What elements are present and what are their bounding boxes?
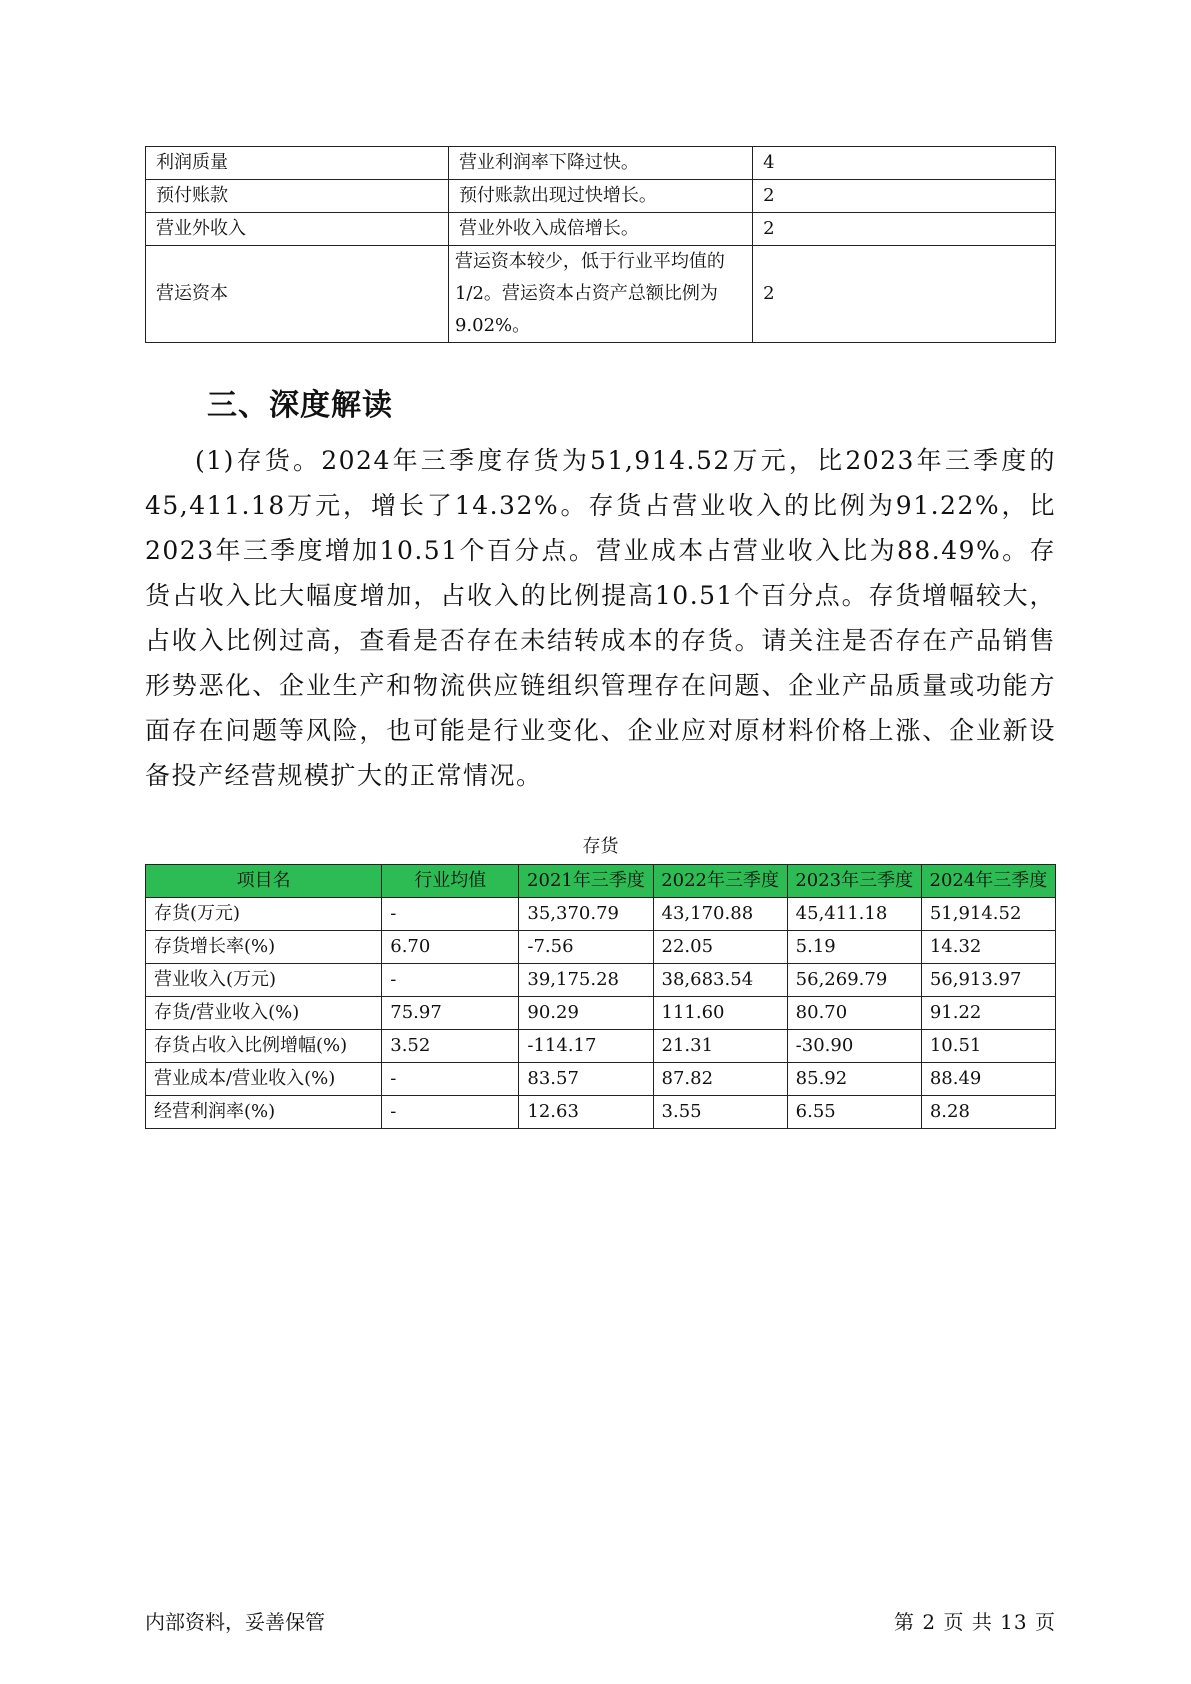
table-cell: -: [382, 898, 519, 931]
header-cell: 2022年三季度: [653, 865, 787, 898]
risk-desc: 营业外收入成倍增长。: [448, 213, 752, 246]
table-cell: 经营利润率(%): [146, 1096, 382, 1129]
table-cell: 8.28: [921, 1096, 1055, 1129]
table-cell: -: [382, 1063, 519, 1096]
risk-item: 营运资本: [146, 246, 449, 343]
risk-score: 4: [753, 147, 1056, 180]
table-cell: -: [382, 1096, 519, 1129]
table-cell: 56,269.79: [787, 964, 921, 997]
table-cell: 10.51: [921, 1030, 1055, 1063]
table-cell: 88.49: [921, 1063, 1055, 1096]
table-cell: 营业成本/营业收入(%): [146, 1063, 382, 1096]
table-cell: 91.22: [921, 997, 1055, 1030]
risk-score: 2: [753, 246, 1056, 343]
table-cell: 3.55: [653, 1096, 787, 1129]
table-cell: -114.17: [519, 1030, 653, 1063]
table-cell: 12.63: [519, 1096, 653, 1129]
table-cell: 22.05: [653, 931, 787, 964]
risk-item: 预付账款: [146, 180, 449, 213]
table-cell: 56,913.97: [921, 964, 1055, 997]
risk-item: 利润质量: [146, 147, 449, 180]
table-cell: 45,411.18: [787, 898, 921, 931]
table-header-row: [146, 865, 1056, 898]
risk-row: [146, 147, 1056, 180]
table-cell: -30.90: [787, 1030, 921, 1063]
risk-row: [146, 213, 1056, 246]
table-cell: 80.70: [787, 997, 921, 1030]
header-cell: 2023年三季度: [787, 865, 921, 898]
risk-desc: 营业利润率下降过快。: [448, 147, 752, 180]
table-row: [146, 931, 1056, 964]
table-cell: 90.29: [519, 997, 653, 1030]
footer-confidential-note: 内部资料，妥善保管: [145, 1610, 325, 1634]
table-cell: 6.70: [382, 931, 519, 964]
table-cell: 存货(万元): [146, 898, 382, 931]
table-cell: 51,914.52: [921, 898, 1055, 931]
table-cell: 111.60: [653, 997, 787, 1030]
table-cell: 存货增长率(%): [146, 931, 382, 964]
table-cell: 5.19: [787, 931, 921, 964]
table-cell: 83.57: [519, 1063, 653, 1096]
table-row: [146, 1030, 1056, 1063]
table-cell: 39,175.28: [519, 964, 653, 997]
risk-row: [146, 246, 1056, 343]
table-row: [146, 1063, 1056, 1096]
table-cell: 6.55: [787, 1096, 921, 1129]
table-row: [146, 1096, 1056, 1129]
risk-score: 2: [753, 213, 1056, 246]
table-cell: 21.31: [653, 1030, 787, 1063]
header-cell: 行业均值: [382, 865, 519, 898]
table-cell: -7.56: [519, 931, 653, 964]
table-cell: 38,683.54: [653, 964, 787, 997]
table-row: [146, 898, 1056, 931]
risk-item: 营业外收入: [146, 213, 449, 246]
table-cell: -: [382, 964, 519, 997]
risk-desc: 营运资本较少，低于行业平均值的1/2。营运资本占资产总额比例为9.02%。: [448, 246, 752, 343]
table-cell: 存货占收入比例增幅(%): [146, 1030, 382, 1063]
risk-table: [145, 146, 1056, 343]
table-row: [146, 997, 1056, 1030]
risk-row: [146, 180, 1056, 213]
body-paragraph: (1)存货。2024年三季度存货为51,914.52万元，比2023年三季度的45,411.18万元，增长了14.32%。存货占营业收入的比例为91.22%，比2023年三季度增加10.51个百分点。营业成本占营业收入比为88.49%。存货占收入比大幅度增加，占收入的比例提高10.51个百分点。存货增幅较大，占收入比例过高，查看是否存在未结转成本的存货。请关注是否存在产品销售形势恶化、企业生产和物流供应链组织管理存在问题、企业产品质量或功能方面存在问题等风险，也可能是行业变化、企业应对原材料价格上涨、企业新设备投产经营规模扩大的正常情况。: [145, 446, 1056, 790]
table-cell: 43,170.88: [653, 898, 787, 931]
table-cell: 35,370.79: [519, 898, 653, 931]
table-cell: 14.32: [921, 931, 1055, 964]
inventory-table: [145, 864, 1056, 1129]
table-cell: 87.82: [653, 1063, 787, 1096]
header-cell: 2021年三季度: [519, 865, 653, 898]
footer-page-number: 第 2 页 共 13 页: [894, 1610, 1056, 1634]
table-cell: 75.97: [382, 997, 519, 1030]
table-cell: 存货/营业收入(%): [146, 997, 382, 1030]
table-cell: 85.92: [787, 1063, 921, 1096]
header-cell: 2024年三季度: [921, 865, 1055, 898]
table-caption: 存货: [582, 836, 619, 857]
risk-score: 2: [753, 180, 1056, 213]
header-cell: 项目名: [146, 865, 382, 898]
section-heading: 三、深度解读: [207, 388, 393, 423]
table-cell: 3.52: [382, 1030, 519, 1063]
table-cell: 营业收入(万元): [146, 964, 382, 997]
risk-desc: 预付账款出现过快增长。: [448, 180, 752, 213]
table-row: [146, 964, 1056, 997]
